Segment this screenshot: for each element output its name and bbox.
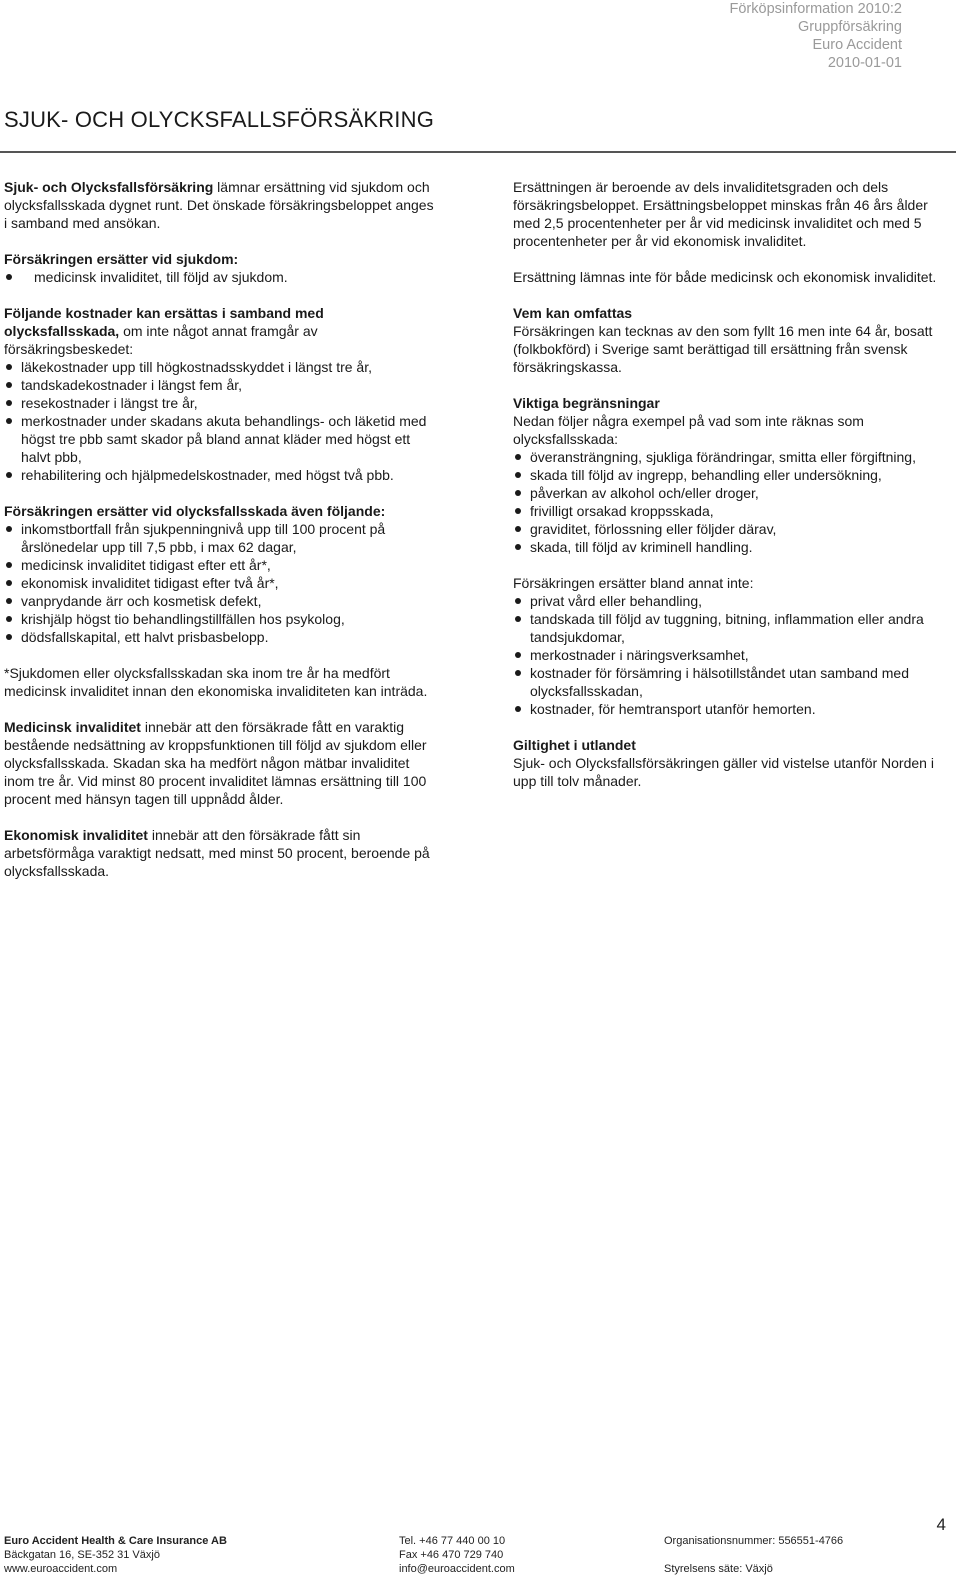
accident-list: [4, 520, 436, 646]
footer-contact-column: [399, 1534, 515, 1576]
list-item: privat vård eller behandling,: [513, 592, 958, 610]
bullet-icon: [6, 580, 12, 586]
validity-text: Sjuk- och Olycksfallsförsäkringen gäller vid vistelse utanför Norden i upp till tolv månader.: [513, 755, 934, 789]
limitations-heading: Viktiga begränsningar: [513, 395, 660, 411]
bullet-icon: [515, 472, 521, 478]
economic-invalidity-term: Ekonomisk invaliditet: [4, 827, 148, 843]
bullet-icon: [6, 562, 12, 568]
bullet-icon: [515, 454, 521, 460]
list-item: kostnader, för hemtransport utanför hemorten.: [513, 700, 958, 718]
list-item: tandskada till följd av tuggning, bitning, inflammation eller andra tandsjukdomar,: [513, 610, 958, 646]
intro-text: lämnar ersättning vid sjukdom och olycksfallsskada dygnet runt. Det önskade försäkringsbeloppet anges i samband med ansökan.: [4, 179, 434, 231]
not-covered-list: [513, 592, 958, 718]
bullet-icon: [6, 598, 12, 604]
header-product: Gruppförsäkring: [798, 19, 902, 35]
title-divider: [0, 151, 956, 153]
sickness-list: [4, 268, 436, 286]
costs-heading: Följande kostnader kan ersättas i samband med olycksfallsskada,: [4, 305, 324, 339]
footer-org-number: Organisationsnummer: 556551-4766: [664, 1535, 844, 1547]
compensation-paragraph-1: Ersättningen är beroende av dels invaliditetsgraden och dels försäkringsbeloppet. Ersättningsbeloppet minskas från 46 års ålder med 2,5 procentenheter per år vid medicinsk invaliditet och med 5 procentenheter per år vid ekonomisk invaliditet.: [513, 179, 928, 249]
list-item: krishjälp högst tio behandlingstillfällen hos psykolog,: [4, 610, 436, 628]
medical-invalidity-paragraph: [4, 718, 436, 808]
list-item: rehabilitering och hjälpmedelskostnader, med högst två pbb.: [4, 466, 436, 484]
list-item: skada, till följd av kriminell handling.: [513, 538, 958, 556]
list-item: kostnader för försämring i hälsotillståndet utan samband med olycksfallsskadan,: [513, 664, 958, 700]
costs-intro: [4, 304, 436, 358]
left-column: [4, 178, 436, 898]
bullet-icon: [515, 616, 521, 622]
list-item: medicinsk invaliditet, till följd av sjukdom.: [4, 268, 436, 286]
costs-list: [4, 358, 436, 484]
eligibility-heading: Vem kan omfattas: [513, 305, 633, 321]
intro-bold: Sjuk- och Olycksfallsförsäkring: [4, 179, 214, 195]
list-item: merkostnader i näringsverksamhet,: [513, 646, 958, 664]
bullet-icon: [6, 400, 12, 406]
bullet-icon: [6, 472, 12, 478]
bullet-icon: [515, 706, 521, 712]
footer-company-column: [4, 1534, 227, 1576]
list-item: överansträngning, sjukliga förändringar, smitta eller förgiftning,: [513, 448, 958, 466]
footer-spacer: [664, 1548, 843, 1562]
eligibility-section: [513, 304, 958, 376]
footnote: *Sjukdomen eller olycksfallsskadan ska inom tre år ha medfört medicinsk invaliditet innan den ekonomiska invaliditeten kan inträda.: [4, 665, 428, 699]
list-item: resekostnader i längst tre år,: [4, 394, 436, 412]
footer-tel: Tel. +46 77 440 00 10: [399, 1535, 506, 1547]
list-item: tandskadekostnader i längst fem år,: [4, 376, 436, 394]
economic-invalidity-text: innebär att den försäkrade fått sin arbetsförmåga varaktigt nedsatt, med minst 50 procent, beroende på olycksfallsskada.: [4, 827, 430, 879]
header-date: 2010-01-01: [827, 55, 902, 71]
bullet-icon: [6, 526, 12, 532]
list-item: påverkan av alkohol och/eller droger,: [513, 484, 958, 502]
costs-heading-text: om inte något annat framgår av försäkringsbeskedet:: [4, 323, 318, 357]
list-item: läkekostnader upp till högkostnadsskyddet i längst tre år,: [4, 358, 436, 376]
list-item: skada till följd av ingrepp, behandling eller undersökning,: [513, 466, 958, 484]
bullet-icon: [6, 364, 12, 370]
sickness-heading: Försäkringen ersätter vid sjukdom:: [4, 251, 239, 267]
eligibility-text: Försäkringen kan tecknas av den som fyllt 16 men inte 64 år, bosatt (folkbokförd) i Sverige samt berättigad till ersättning från svensk försäkringskassa.: [513, 323, 933, 375]
bullet-icon: [515, 544, 521, 550]
document-header: [730, 0, 903, 72]
footer-address: Bäckgatan 16, SE-352 31 Växjö: [4, 1549, 160, 1561]
bullet-icon: [515, 490, 521, 496]
bullet-icon: [515, 598, 521, 604]
validity-heading: Giltighet i utlandet: [513, 737, 636, 753]
list-item: inkomstbortfall från sjukpenningnivå upp till 100 procent på årslönedelar upp till 7,5 pbb, i max 62 dagar,: [4, 520, 436, 556]
footer-legal-column: [664, 1534, 843, 1576]
medical-invalidity-term: Medicinsk invaliditet: [4, 719, 141, 735]
list-item: vanprydande ärr och kosmetisk defekt,: [4, 592, 436, 610]
bullet-icon: [6, 274, 12, 280]
compensation-paragraph-2: Ersättning lämnas inte för både medicinsk och ekonomisk invaliditet.: [513, 269, 937, 285]
footer-web-link[interactable]: www.euroaccident.com: [4, 1563, 118, 1575]
list-item: medicinsk invaliditet tidigast efter ett år*,: [4, 556, 436, 574]
limitations-text: Nedan följer några exempel på vad som inte räknas som olycksfallsskada:: [513, 413, 864, 447]
bullet-icon: [515, 526, 521, 532]
footer-company: Euro Accident Health & Care Insurance AB: [4, 1535, 227, 1547]
page-title: SJUK- OCH OLYCKSFALLSFÖRSÄKRING: [4, 107, 435, 132]
bullet-icon: [515, 508, 521, 514]
bullet-icon: [515, 670, 521, 676]
list-item: ekonomisk invaliditet tidigast efter två år*,: [4, 574, 436, 592]
intro-paragraph: [4, 178, 436, 232]
bullet-icon: [515, 652, 521, 658]
bullet-icon: [6, 634, 12, 640]
bullet-icon: [6, 616, 12, 622]
validity-section: [513, 736, 958, 790]
bullet-icon: [6, 418, 12, 424]
accident-heading: Försäkringen ersätter vid olycksfallsskada även följande:: [4, 503, 386, 519]
list-item: merkostnader under skadans akuta behandlings- och läketid med högst tre pbb samt skador på bland annat kläder med högst ett halvt pbb,: [4, 412, 436, 466]
page-number: 4: [936, 1515, 946, 1534]
bullet-icon: [6, 382, 12, 388]
header-company: Euro Accident: [812, 37, 902, 53]
header-doc-type: Förköpsinformation 2010:2: [729, 1, 902, 17]
list-item: dödsfallskapital, ett halvt prisbasbelopp.: [4, 628, 436, 646]
footer-fax: Fax +46 470 729 740: [399, 1549, 504, 1561]
right-column: [513, 178, 958, 808]
list-item: graviditet, förlossning eller följder därav,: [513, 520, 958, 538]
footer-board-seat: Styrelsens säte: Växjö: [664, 1563, 773, 1575]
footer-email-link[interactable]: info@euroaccident.com: [399, 1563, 515, 1575]
list-item: frivilligt orsakad kroppsskada,: [513, 502, 958, 520]
medical-invalidity-text: innebär att den försäkrade fått en varaktig bestående nedsättning av kroppsfunktionen till följd av sjukdom eller olycksfallsskada. Skadan ska ha medfört någon mätbar invaliditet inom tre år. Vid minst 80 procent invaliditet lämnas ersättning till 100 procent med hänsyn tagen till uppnådd ålder.: [4, 719, 427, 807]
not-covered-text: Försäkringen ersätter bland annat inte:: [513, 575, 754, 591]
limitations-list: [513, 448, 958, 556]
economic-invalidity-paragraph: [4, 826, 436, 880]
